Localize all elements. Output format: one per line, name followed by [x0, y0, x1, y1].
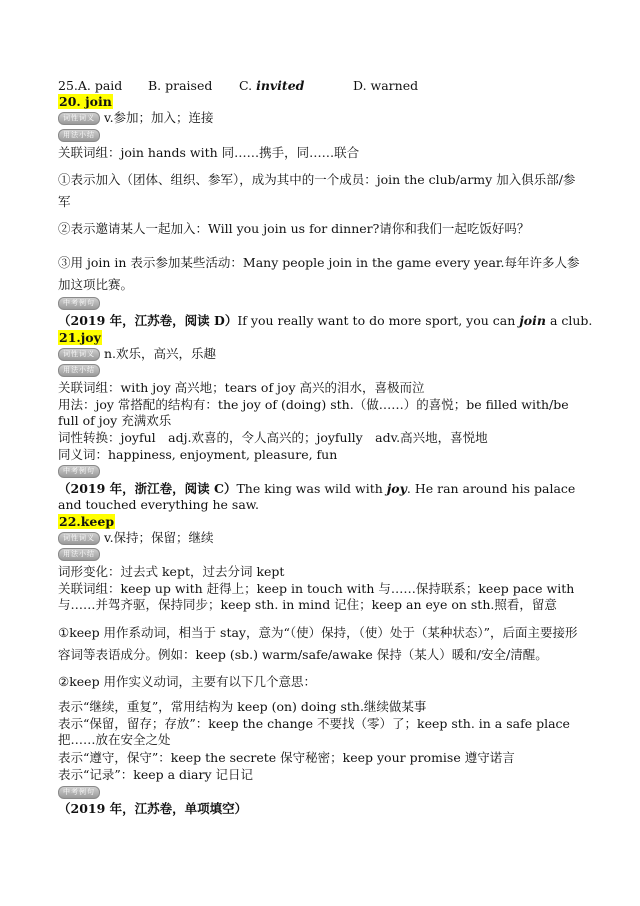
entry-20-exam-sentence: （2019 年，江苏卷，阅读 D）If you really want to do more sport, you can join a club.	[58, 313, 593, 328]
part-of-speech-badge: 词性词义	[58, 348, 100, 361]
entry-21-exam-sentence: （2019 年，浙江卷，阅读 C）The king was wild with joy. He ran around his palace and touched everything he saw.	[58, 481, 576, 512]
entry-22-exam-source: （2019 年，江苏卷，单项填空）	[58, 801, 248, 816]
entry-22-forms: 词形变化：过去式 kept，过去分词 kept	[58, 564, 285, 579]
option-a: 25.A. paid	[58, 78, 123, 93]
entry-20-point-2: ②表示邀请某人一起加入：Will you join us for dinner?请你和我们一起吃饭好吗？	[58, 221, 530, 236]
entry-22-point-2: ②keep 用作实义动词，主要有以下几个意思：	[58, 674, 317, 689]
entry-21-conversion: 词性转换：joyful adj.欢喜的，令人高兴的；joyfully adv.高兴地，喜悦地	[58, 430, 488, 445]
option-d: D. warned	[353, 78, 419, 93]
option-c	[239, 78, 304, 93]
entry-21-related: 关联词组：with joy 高兴地；tears of joy 高兴的泪水，喜极而泣	[58, 380, 425, 395]
usage-summary-badge: 用法小结	[58, 364, 100, 377]
part-of-speech-badge: 词性词义	[58, 532, 100, 545]
exam-example-badge: 中考例句	[58, 297, 100, 310]
entry-22-related: 关联词组：keep up with 赶得上；keep in touch with 与……保持联系；keep pace with 与……并驾齐驱，保持同步；keep sth. in mind 记住；keep an eye on sth.照看，留意	[58, 581, 575, 612]
entry-21-definition: n.欢乐，高兴，乐趣	[104, 346, 217, 361]
option-c-prefix: C.	[239, 78, 253, 93]
entry-21-synonyms: 同义词：happiness, enjoyment, pleasure, fun	[58, 447, 338, 462]
entry-22-meaning-4: 表示“记录”：keep a diary 记日记	[58, 767, 254, 782]
option-c-word: invited	[256, 78, 305, 93]
part-of-speech-badge: 词性词义	[58, 112, 100, 125]
entry-20-point-1: ①表示加入（团体、组织、参军），成为其中的一个成员：join the club/army 加入俱乐部/参军	[58, 172, 576, 209]
entry-21-usage: 用法：joy 常搭配的结构有：the joy of (doing) sth.（做……）的喜悦；be filled with/be full of joy 充满欢乐	[58, 397, 569, 428]
option-b: B. praised	[148, 78, 213, 93]
entry-22-definition: v.保持；保留；继续	[104, 530, 214, 545]
entry-20-definition: v.参加；加入；连接	[104, 110, 214, 125]
entry-21-heading: 21.joy	[59, 330, 101, 345]
entry-20-point-3: ③用 join in 表示参加某些活动：Many people join in the game every year.每年许多人参加这项比赛。	[58, 255, 580, 292]
entry-22-meaning-3: 表示“遵守，保守”：keep the secrete 保守秘密；keep your promise 遵守诺言	[58, 750, 515, 765]
usage-summary-badge: 用法小结	[58, 548, 100, 561]
entry-20-heading: 20. join	[59, 94, 112, 109]
entry-22-heading: 22.keep	[59, 514, 115, 529]
usage-summary-badge: 用法小结	[58, 129, 100, 142]
entry-22-meaning-2: 表示“保留，留存；存放”：keep the change 不要找（零）了；keep sth. in a safe place 把……放在安全之处	[58, 716, 570, 747]
entry-22-point-1: ①keep 用作系动词，相当于 stay，意为“（使）保持，（使）处于（某种状态）”，后面主要接形容词等表语成分。例如：keep (sb.) warm/safe/awake 保持（某人）暖和/安全/清醒。	[58, 625, 578, 662]
entry-22-meaning-1: 表示“继续，重复”，常用结构为 keep (on) doing sth.继续做某事	[58, 699, 427, 714]
exam-example-badge: 中考例句	[58, 465, 100, 478]
exam-example-badge: 中考例句	[58, 786, 100, 799]
entry-20-related: 关联词组：join hands with 同……携手，同……联合	[58, 145, 360, 160]
